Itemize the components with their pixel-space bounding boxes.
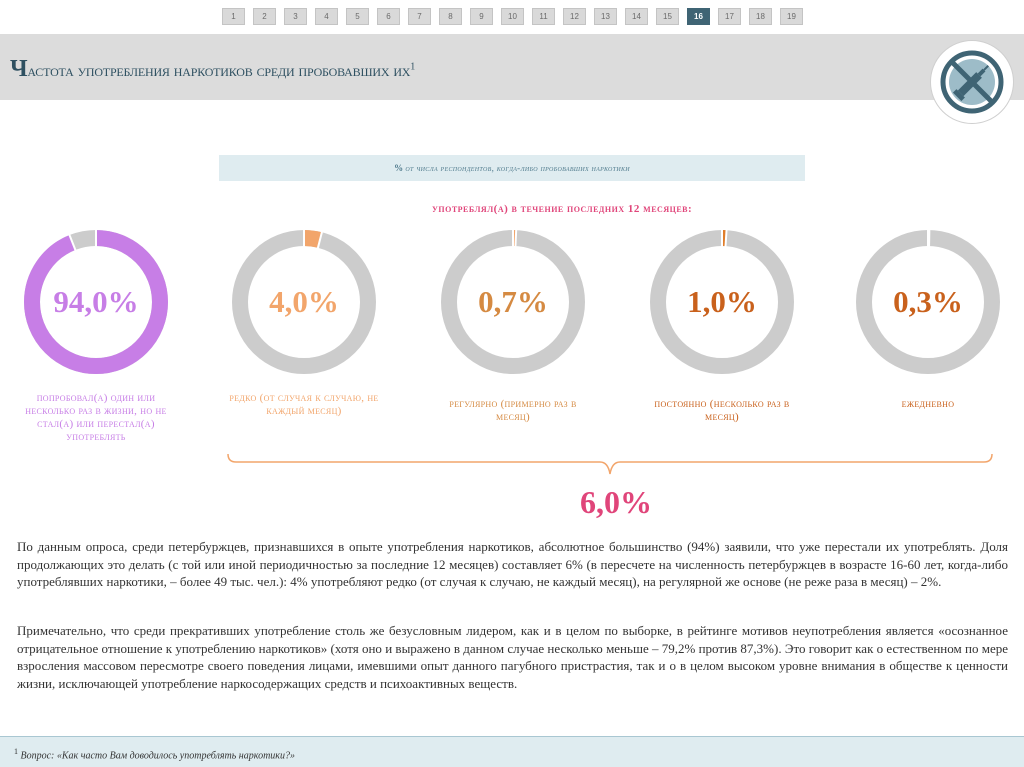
page-button-16[interactable]: 16	[687, 8, 710, 25]
footnote-text: Вопрос: «Как часто Вам доводилось употреблять наркотики?»	[20, 750, 295, 762]
page-button-7[interactable]: 7	[408, 8, 431, 25]
page-button-5[interactable]: 5	[346, 8, 369, 25]
chart-subtitle	[219, 155, 805, 181]
page-button-10[interactable]: 10	[501, 8, 524, 25]
page-button-19[interactable]: 19	[780, 8, 803, 25]
footnote	[14, 747, 295, 761]
pagination	[222, 8, 803, 25]
footnote-band	[0, 736, 1024, 767]
page-button-15[interactable]: 15	[656, 8, 679, 25]
page-button-4[interactable]: 4	[315, 8, 338, 25]
subtitle-text: от числа респондентов, когда-либо пробовавших наркотики	[405, 163, 630, 173]
footnote-mark: 1	[14, 747, 18, 756]
page-title	[10, 56, 415, 83]
donut-value: 94,0%	[53, 284, 139, 319]
paragraph-2: Примечательно, что среди прекративших употребление столь же безусловным лидером, как и в целом по выборке, в рейтинге мотивов неупотребления является «осознанное отрицательное отношение к употреблению наркотиков» (хотя оно и выражено в данном случае несколько меньше – 79,2% против 87,3%). Это говорит как о естественном по мере взросления массовом пересмотре своего поведения лицами, имевшими опыт данного пагубного пристрастия, так и о в целом высоком уровне внимания в обществе к ценности жизни, исключающей употребление наркосодержащих средств и психоактивных веществ.	[17, 623, 1008, 691]
donut-value: 0,7%	[478, 284, 548, 319]
page-button-8[interactable]: 8	[439, 8, 462, 25]
donut-regularly	[440, 229, 586, 375]
title-initial: Ч	[10, 56, 28, 82]
label-rarely: редко (от случая к случаю, не каждый месяц)	[229, 392, 379, 417]
page-button-13[interactable]: 13	[594, 8, 617, 25]
label-stopped: попробовал(а) один или несколько раз в жизни, но не стал(а) или перестал(а) употреблять	[25, 392, 167, 443]
donut-value: 0,3%	[893, 284, 963, 319]
page-button-3[interactable]: 3	[284, 8, 307, 25]
no-drugs-syringe-icon	[939, 49, 1005, 115]
page-button-11[interactable]: 11	[532, 8, 555, 25]
page-button-9[interactable]: 9	[470, 8, 493, 25]
donut-value: 1,0%	[687, 284, 757, 319]
group-bracket	[226, 452, 996, 482]
label-daily: ежедневно	[901, 398, 955, 410]
page-button-2[interactable]: 2	[253, 8, 276, 25]
donut-daily	[855, 229, 1001, 375]
group-total-value: 6,0%	[580, 484, 652, 520]
page-button-12[interactable]: 12	[563, 8, 586, 25]
last-12-months-heading: употреблял(а) в течение последних 12 месяцев:	[432, 203, 693, 215]
label-regularly: регулярно (примерно раз в месяц)	[449, 398, 577, 423]
title-main: астота употребления наркотиков среди пробовавших их	[27, 61, 411, 80]
page-button-14[interactable]: 14	[625, 8, 648, 25]
donut-constantly	[649, 229, 795, 375]
donut-rarely	[231, 229, 377, 375]
paragraph-1: По данным опроса, среди петербуржцев, признавшихся в опыте употребления наркотиков, абсолютное большинство (94%) заявили, что уже перестали их употреблять. Доля продолжающих это делать (с той или иной периодичностью за последние 12 месяцев) составляет 6% (в пересчете на численность петербуржцев в возрасте 16-60 лет, когда-либо употреблявших наркотики, – более 49 тыс. чел.): 4% употребляют редко (от случая к случаю, не каждый месяц), на регулярной же основе (не реже раза в месяц) – 2%.	[17, 539, 1008, 589]
title-footnote-mark: 1	[410, 61, 416, 73]
page-button-6[interactable]: 6	[377, 8, 400, 25]
no-drugs-logo	[930, 40, 1014, 124]
page-button-17[interactable]: 17	[718, 8, 741, 25]
page-button-1[interactable]: 1	[222, 8, 245, 25]
donut-value: 4,0%	[269, 284, 339, 319]
donut-stopped	[23, 229, 169, 375]
page-button-18[interactable]: 18	[749, 8, 772, 25]
label-constantly: постоянно (несколько раз в месяц)	[654, 398, 790, 423]
title-band	[0, 34, 1024, 100]
subtitle-percent: %	[394, 163, 404, 173]
